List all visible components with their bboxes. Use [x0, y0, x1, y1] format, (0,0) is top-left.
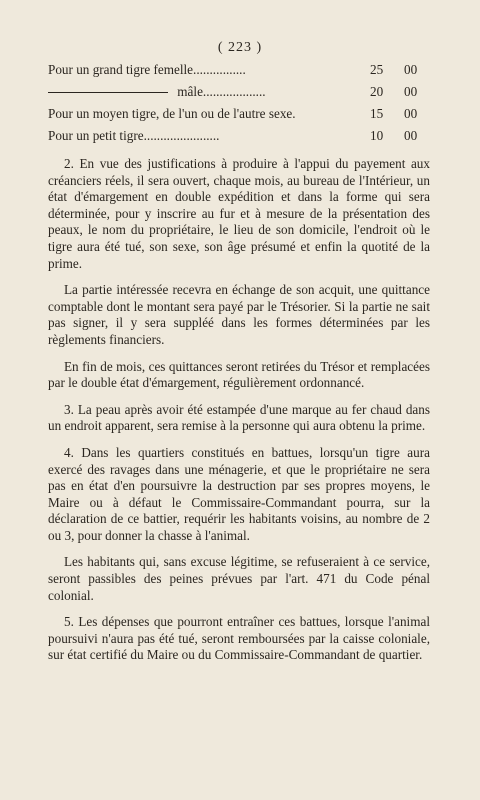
tariff-row — [48, 128, 428, 150]
tariff-table — [48, 62, 428, 150]
paragraph: Les habitants qui, sans excuse légitime, se refuseraient à ce service, seront passibles des peines prévues par l'art. 471 du Code pénal colonial. — [48, 554, 430, 603]
tariff-cents: 00 — [404, 106, 418, 121]
paragraph: 3. La peau après avoir été estampée d'une marque au fer chaud dans un endroit apparent, sera remise à la personne qui aura obtenu la prime. — [48, 401, 430, 434]
article-text — [48, 156, 430, 674]
tariff-label: Pour un moyen tigre, de l'un ou de l'autre sexe. — [48, 106, 296, 121]
paragraph: 5. Les dépenses que pourront entraîner ces battues, lorsque l'animal poursuivi n'aura pas été tué, seront remboursées par la caisse coloniale, sur état certifié du Maire ou du Commissaire-Commandant de quartier. — [48, 614, 430, 663]
tariff-row — [48, 84, 428, 106]
tariff-row — [48, 62, 428, 84]
paragraph: En fin de mois, ces quittances seront retirées du Trésor et remplacées par le double état d'émargement, régulièrement ordonnancé. — [48, 358, 430, 391]
tariff-cents: 00 — [404, 62, 418, 77]
tariff-cents: 00 — [404, 128, 418, 143]
tariff-label: Pour un grand tigre femelle................ — [48, 62, 246, 77]
tariff-label: mâle................... — [174, 84, 266, 99]
tariff-cents: 00 — [404, 84, 418, 99]
page-number: ( 223 ) — [217, 40, 263, 55]
tariff-amount: 15 — [370, 106, 384, 121]
paragraph: 4. Dans les quartiers constitués en battues, lorsqu'un tigre aura exercé des ravages dans une ménagerie, et que le propriétaire ne sera pas en état d'en poursuivre la destruction par ses propres moyens, le Maire ou à défaut le Commissaire-Commandant pourra, sur la déclaration de ce battier, requérir les habitants voisins, au nombre de 2 ou 3, pour donner la chasse à l'animal. — [48, 444, 430, 543]
ditto-rule — [48, 92, 168, 93]
paragraph: 2. En vue des justifications à produire à l'appui du payement aux créanciers réels, il sera ouvert, chaque mois, au bureau de l'Intérieur, un état d'émargement en double expédition et dans la forme qui sera déterminée, pour y inscrire au fur et à mesure de la présentation des peaux, le nom du propriétaire, le lieu de son domicile, l'endroit où le tigre aura été tué, son sexe, son âge présumé et enfin la quotité de la prime. — [48, 156, 430, 271]
tariff-row — [48, 106, 428, 128]
tariff-amount: 20 — [370, 84, 384, 99]
tariff-label: Pour un petit tigre....................... — [48, 128, 220, 143]
tariff-amount: 10 — [370, 128, 384, 143]
paragraph: La partie intéressée recevra en échange de son acquit, une quittance comptable dont le montant sera payé par le Trésorier. Si la partie ne sait pas signer, il y sera suppléé dans les formes déterminées par les règlements financiers. — [48, 282, 430, 347]
tariff-amount: 25 — [370, 62, 384, 77]
